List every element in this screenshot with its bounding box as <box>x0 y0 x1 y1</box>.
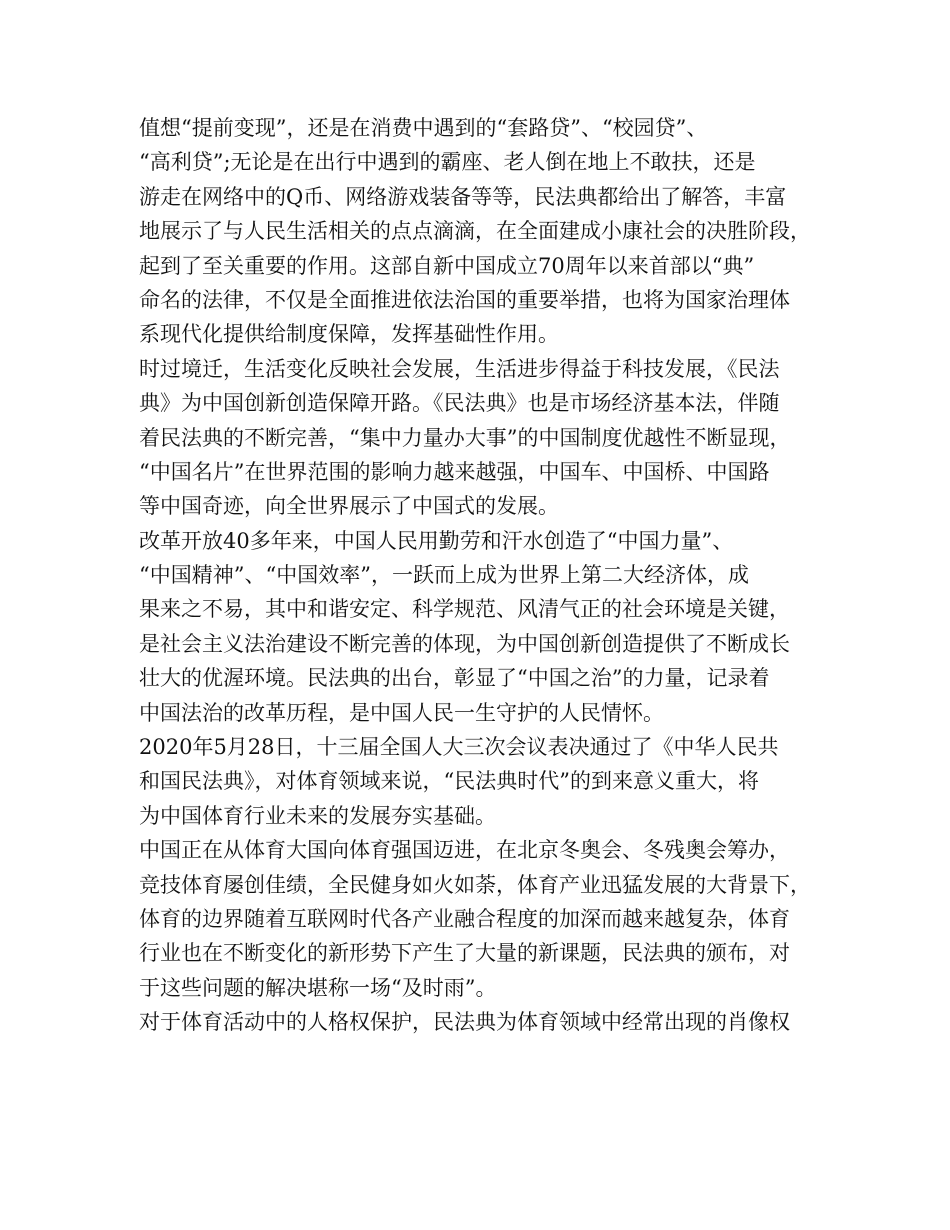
text-line: 等中国奇迹，向全世界展示了中国式的发展。 <box>139 494 559 519</box>
text-line: 行业也在不断变化的新形势下产生了大量的新课题，民法典的颁布，对 <box>139 941 790 966</box>
text-line: 对于体育活动中的人格权保护，民法典为体育领域中经常出现的肖像权 <box>139 1010 790 1035</box>
text-line: “中国名片”在世界范围的影响力越来越强，中国车、中国桥、中国路 <box>139 459 770 484</box>
text-line: 2020年5月28日，十三届全国人大三次会议表决通过了《中华人民共 <box>139 735 779 760</box>
text-line: 是社会主义法治建设不断完善的体现，为中国创新创造提供了不断成长 <box>139 631 790 656</box>
text-line: 为中国体育行业未来的发展夯实基础。 <box>139 803 496 828</box>
text-line: 中国法治的改革历程，是中国人民一生守护的人民情怀。 <box>139 700 664 725</box>
text-line: 于这些问题的解决堪称一场“及时雨”。 <box>139 975 497 1000</box>
text-line: 地展示了与人民生活相关的点点滴滴，在全面建成小康社会的决胜阶段， <box>139 219 811 244</box>
text-line: 竞技体育屡创佳绩，全民健身如火如荼，体育产业迅猛发展的大背景下， <box>139 872 811 897</box>
body-text <box>139 111 829 1040</box>
text-line: 系现代化提供给制度保障，发挥基础性作用。 <box>139 322 559 347</box>
text-line: 壮大的优渥环境。民法典的出台，彰显了“中国之治”的力量，记录着 <box>139 666 770 691</box>
text-line: 命名的法律，不仅是全面推进依法治国的重要举措，也将为国家治理体 <box>139 287 790 312</box>
text-line: “高利贷”;无论是在出行中遇到的霸座、老人倒在地上不敢扶，还是 <box>139 150 756 175</box>
text-line: 和国民法典》，对体育领域来说，“民法典时代”的到来意义重大，将 <box>139 769 759 794</box>
text-line: 体育的边界随着互联网时代各产业融合程度的加深而越来越复杂，体育 <box>139 906 790 931</box>
text-line: 改革开放40多年来，中国人民用勤劳和汗水创造了“中国力量”、 <box>139 528 734 553</box>
text-line: 果来之不易，其中和谐安定、科学规范、风清气正的社会环境是关键， <box>139 597 790 622</box>
text-line: 着民法典的不断完善，“集中力量办大事”的中国制度优越性不断显现， <box>139 425 791 450</box>
text-line: 起到了至关重要的作用。这部自新中国成立70周年以来首部以“典” <box>139 253 755 278</box>
text-line: 时过境迁，生活变化反映社会发展，生活进步得益于科技发展，《民法 <box>139 356 780 381</box>
text-line: 值想“提前变现”，还是在消费中遇到的“套路贷”、“校园贷”、 <box>139 116 708 140</box>
text-line: 中国正在从体育大国向体育强国迈进，在北京冬奥会、冬残奥会筹办， <box>139 838 790 863</box>
text-line: 典》为中国创新创造保障开路。《民法典》也是市场经济基本法，伴随 <box>139 391 780 416</box>
text-line: 游走在网络中的Q币、网络游戏装备等等，民法典都给出了解答，丰富 <box>139 184 787 209</box>
text-line: “中国精神”、“中国效率”，一跃而上成为世界上第二大经济体，成 <box>139 563 749 588</box>
